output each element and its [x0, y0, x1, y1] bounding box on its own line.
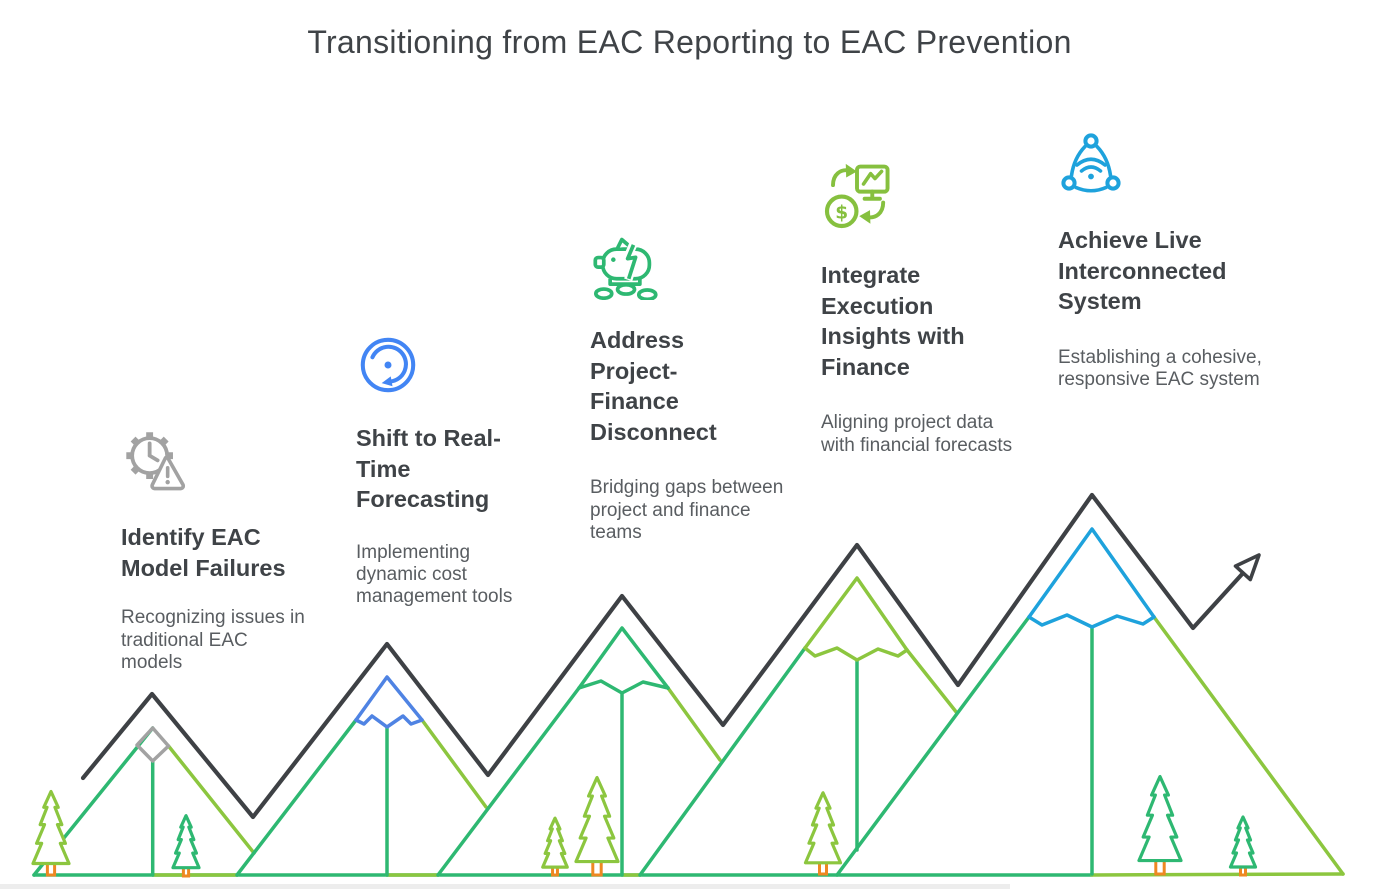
- finance-exchange-chart-icon: [821, 160, 1026, 237]
- stage-description: Recognizing issues in traditional EAC models: [121, 607, 305, 673]
- stage-description: Bridging gaps between project and finance teams: [590, 477, 784, 543]
- pine-tree: [173, 816, 199, 876]
- bottom-edge-band: [0, 884, 1010, 889]
- stage-title: Address Project-Finance Disconnect: [590, 327, 717, 445]
- pine-trees: [33, 777, 1256, 876]
- snow-cap-2: [356, 677, 422, 727]
- stage-description: Aligning project data with financial forecasts: [821, 412, 1013, 456]
- circular-refresh-icon: [356, 333, 541, 402]
- snow-cap-1: [137, 728, 169, 761]
- stage-title: Identify EAC Model Failures: [121, 524, 286, 581]
- stage-title: Shift to Real-Time Forecasting: [356, 425, 501, 513]
- stage-3: [590, 230, 785, 544]
- pine-tree: [1231, 817, 1256, 875]
- pine-tree: [806, 793, 841, 874]
- stage-1: [121, 427, 311, 674]
- svg-text:$: $: [835, 202, 849, 224]
- broken-piggy-bank-icon: [590, 230, 785, 305]
- mountain-2: [237, 677, 486, 875]
- stage-title: Integrate Execution Insights with Finance: [821, 262, 965, 380]
- mountain-1: [34, 728, 254, 875]
- stage-description: Establishing a cohesive, responsive EAC system: [1058, 346, 1262, 391]
- snow-cap-5: [1029, 529, 1154, 627]
- connected-network-icon: [1058, 130, 1268, 201]
- mountain-5: [837, 529, 1343, 875]
- pine-tree: [33, 791, 69, 875]
- pine-tree: [543, 818, 568, 875]
- pine-tree: [1139, 777, 1181, 874]
- page-title: Transitioning from EAC Reporting to EAC Prevention: [307, 24, 1072, 60]
- pine-tree: [576, 778, 618, 875]
- stage-5: [1058, 130, 1268, 391]
- ground-line: [34, 874, 1343, 875]
- stage-description: Implementing dynamic cost management tools: [356, 541, 513, 608]
- gear-clock-warning-icon: [121, 427, 311, 502]
- stage-title: Achieve Live Interconnected System: [1058, 227, 1227, 315]
- stage-2: [356, 333, 541, 609]
- stage-4: [821, 160, 1026, 457]
